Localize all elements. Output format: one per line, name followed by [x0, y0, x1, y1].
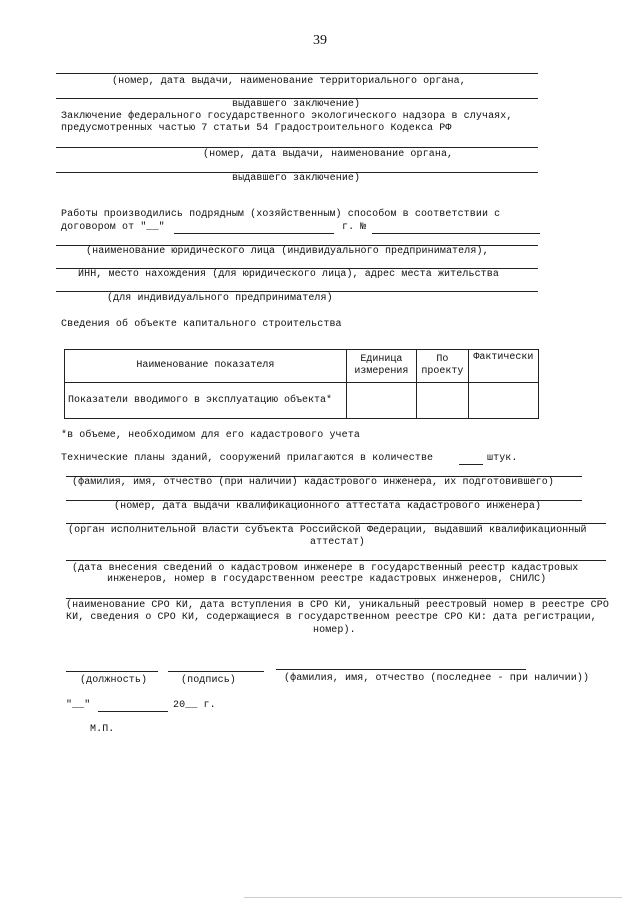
- caption-full-name: (фамилия, имя, отчество (последнее - при наличии)): [284, 673, 590, 684]
- blank-line: [56, 147, 538, 148]
- plans-count-blank: [459, 464, 483, 465]
- blank-line: [66, 523, 606, 524]
- blank-line: [66, 598, 606, 599]
- stamp-place: М.П.: [90, 724, 115, 735]
- caption-certificate: (номер, дата выдачи квалификационного аттестата кадастрового инженера): [114, 501, 542, 512]
- position-blank: [66, 671, 158, 672]
- header-actual: Фактически: [468, 350, 538, 383]
- row-label: Показатели вводимого в эксплуатацию объекта*: [65, 383, 347, 419]
- paragraph-works: Работы производились подрядным (хозяйственным) способом в соответствии с: [61, 209, 501, 220]
- page-edge: [244, 897, 622, 898]
- name-blank: [276, 669, 526, 670]
- contract-number-blank: [372, 233, 540, 234]
- footnote: *в объеме, необходимом для его кадастрового учета: [61, 430, 360, 441]
- caption-position: (должность): [80, 675, 148, 686]
- plans-statement: Технические планы зданий, сооружений прилагаются в количестве: [61, 453, 434, 464]
- caption-inn-address: ИНН, место нахождения (для юридического лица), адрес места жительства: [78, 269, 499, 280]
- date-day: "__": [66, 700, 91, 711]
- caption-engineer-name: (фамилия, имя, отчество (при наличии) кадастрового инженера, их подготовившего): [72, 477, 554, 488]
- section-title: Сведения об объекте капитального строительства: [61, 319, 342, 330]
- caption-sro-3: номер).: [313, 625, 356, 636]
- caption-issuer: выдавшего заключение): [232, 99, 361, 110]
- plans-unit: штук.: [487, 453, 518, 464]
- date-year: 20__ г.: [173, 700, 216, 711]
- caption-legal-entity: (наименование юридического лица (индивидуального предпринимателя),: [86, 246, 489, 257]
- blank-line: [56, 73, 538, 74]
- caption-sro-2: КИ, сведения о СРО КИ, содержащиеся в государственном реестре СРО КИ: дата регистрации,: [66, 612, 597, 623]
- cell-actual: [468, 383, 538, 419]
- caption-registry-2: инженеров, номер в государственном реестре кадастровых инженеров, СНИЛС): [107, 574, 547, 585]
- caption-territorial-organ: (номер, дата выдачи, наименование территориального органа,: [112, 76, 466, 87]
- caption-authority-2: аттестат): [310, 537, 365, 548]
- header-project: По проекту: [416, 350, 468, 383]
- page-number: 39: [313, 33, 327, 48]
- date-month-blank: [98, 711, 168, 712]
- header-unit: Единица измерения: [346, 350, 416, 383]
- paragraph-ecology-line2: предусмотренных частью 7 статьи 54 Градостроительного Кодекса РФ: [61, 123, 452, 134]
- caption-issuer-2: выдавшего заключение): [232, 173, 361, 184]
- cell-project: [416, 383, 468, 419]
- blank-line: [66, 560, 606, 561]
- contract-number-label: г. №: [342, 222, 367, 233]
- contract-label: договором от "__": [61, 222, 165, 233]
- cell-unit: [346, 383, 416, 419]
- caption-entrepreneur: (для индивидуального предпринимателя): [107, 293, 333, 304]
- blank-line: [56, 291, 538, 292]
- signature-blank: [168, 671, 264, 672]
- caption-signature: (подпись): [181, 675, 236, 686]
- indicators-table: [64, 349, 539, 419]
- paragraph-ecology-line1: Заключение федерального государственного экологического надзора в случаях,: [61, 111, 513, 122]
- caption-sro: (наименование СРО КИ, дата вступления в СРО КИ, уникальный реестровый номер в реестре СРО: [66, 600, 609, 611]
- caption-organ: (номер, дата выдачи, наименование органа,: [203, 149, 454, 160]
- caption-authority: (орган исполнительной власти субъекта Российской Федерации, выдавший квалификационный: [68, 525, 587, 536]
- contract-blank: [174, 233, 334, 234]
- caption-registry: (дата внесения сведений о кадастровом инженере в государственный реестр кадастровых: [72, 563, 579, 574]
- header-indicator: Наименование показателя: [65, 350, 347, 383]
